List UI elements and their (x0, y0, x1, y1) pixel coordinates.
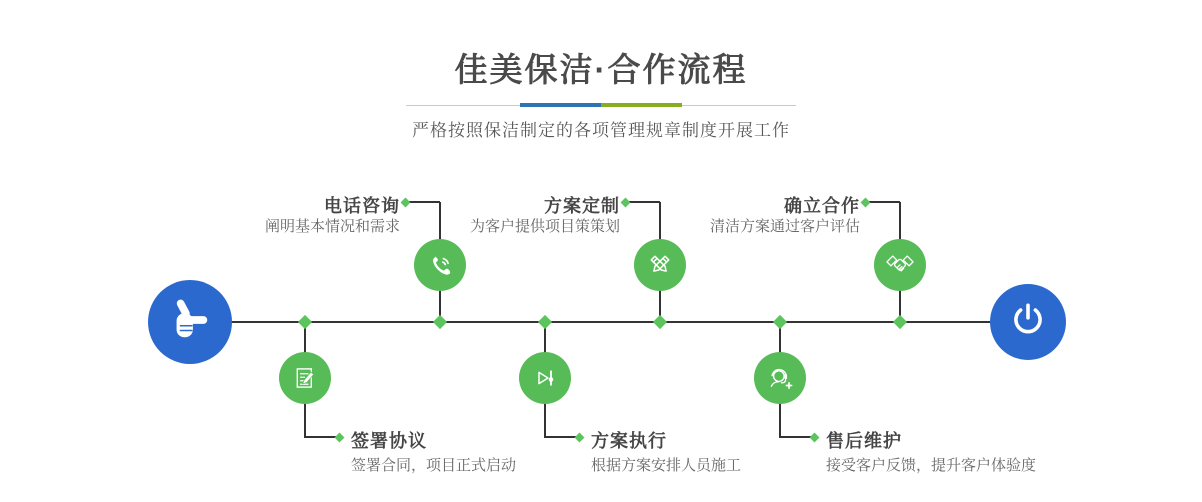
step-description: 接受客户反馈，提升客户体验度 (826, 457, 1037, 474)
label-diamond (621, 197, 631, 207)
connector-line (866, 201, 900, 203)
timeline-node-diamond (773, 315, 787, 329)
contract-sign-icon (279, 352, 331, 404)
title-divider (406, 103, 796, 108)
step-title: 确立合作 (784, 196, 860, 216)
step-title: 电话咨询 (324, 196, 400, 216)
headset-plus-icon (754, 352, 806, 404)
step-title: 方案定制 (544, 196, 620, 216)
step-title: 签署协议 (351, 431, 427, 451)
power-icon (1007, 299, 1049, 346)
step-description: 为客户提供项目策策划 (469, 218, 620, 235)
divider-accent-bar (520, 103, 682, 107)
timeline-node-diamond (433, 315, 447, 329)
step-description: 签署合同，项目正式启动 (351, 457, 517, 474)
crossed-pencils-icon (634, 239, 686, 291)
connector-line (626, 201, 660, 203)
play-execute-icon (519, 352, 571, 404)
label-diamond (401, 197, 411, 207)
step-description: 根据方案安排人员施工 (591, 457, 742, 474)
label-diamond (810, 432, 820, 442)
page-title: 佳美保洁·合作流程 (454, 51, 748, 88)
flow-end-node (990, 284, 1066, 360)
step-description: 清洁方案通过客户评估 (709, 218, 860, 235)
timeline-node-diamond (653, 315, 667, 329)
timeline-node-diamond (298, 315, 312, 329)
connector-line (406, 201, 440, 203)
step-title: 方案执行 (591, 431, 667, 451)
flow-start-node (148, 280, 232, 364)
phone-icon (414, 239, 466, 291)
label-diamond (335, 432, 345, 442)
header (0, 0, 1202, 141)
divider-blue-segment (520, 103, 601, 107)
timeline-node-diamond (893, 315, 907, 329)
step-description: 阐明基本情况和需求 (264, 218, 400, 235)
label-diamond (861, 197, 871, 207)
page-subtitle: 严格按照保洁制定的各项管理规章制度开展工作 (412, 121, 790, 140)
label-diamond (575, 432, 585, 442)
divider-green-segment (601, 103, 682, 107)
handshake-icon (874, 239, 926, 291)
timeline-node-diamond (538, 315, 552, 329)
pointing-hand-icon (167, 297, 213, 348)
step-title: 售后维护 (826, 431, 902, 451)
